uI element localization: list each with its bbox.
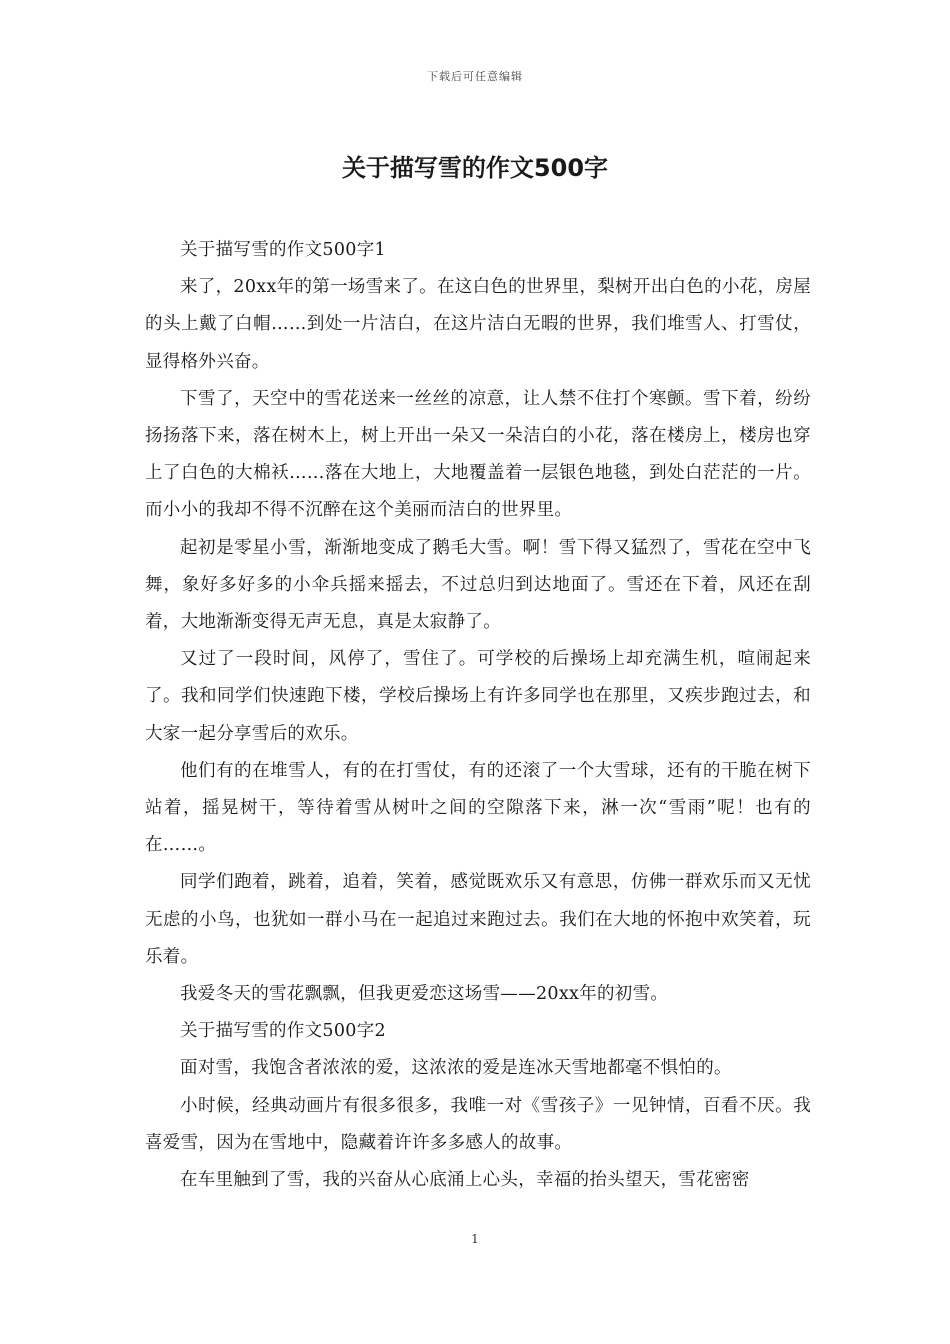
paragraph: 小时候，经典动画片有很多很多，我唯一对《雪孩子》一见钟情，百看不厌。我喜爱雪，因为在雪地中，隐藏着许许多多感人的故事。 (145, 1095, 811, 1153)
paragraph: 他们有的在堆雪人，有的在打雪仗，有的还滚了一个大雪球，还有的干脆在树下站着，摇晃树干，等待着雪从树叶之间的空隙落下来，淋一次“雪雨”呢！也有的在……。 (145, 760, 811, 856)
paragraph: 在车里触到了雪，我的兴奋从心底涌上心头，幸福的抬头望天，雪花密密 (180, 1170, 750, 1191)
paragraph: 来了，20xx年的第一场雪来了。在这白色的世界里，梨树开出白色的小花，房屋的头上戴了白帽……到处一片洁白，在这片洁白无暇的世界，我们堆雪人、打雪仗，显得格外兴奋。 (145, 277, 811, 372)
page-number: 1 (471, 1232, 479, 1246)
paragraph: 我爱冬天的雪花飘飘，但我更爱恋这场雪——20xx年的初雪。 (180, 984, 669, 1005)
document-title: 关于描写雪的作文500字 (341, 154, 609, 182)
paragraph: 起初是零星小雪，渐渐地变成了鹅毛大雪。啊！雪下得又猛烈了，雪花在空中飞舞，象好多好多的小伞兵摇来摇去，不过总归到达地面了。雪还在下着，风还在刮着，大地渐渐变得无声无息，真是太寂静了。 (145, 537, 811, 633)
paragraph: 又过了一段时间，风停了，雪住了。可学校的后操场上却充满生机，喧闹起来了。我和同学们快速跑下楼，学校后操场上有许多同学也在那里，又疾步跑过去，和大家一起分享雪后的欢乐。 (145, 649, 811, 744)
document-body (145, 232, 811, 1199)
paragraph: 下雪了，天空中的雪花送来一丝丝的凉意，让人禁不住打个寒颤。雪下着，纷纷扬扬落下来，落在树木上，树上开出一朵又一朵洁白的小花，落在楼房上，楼房也穿上了白色的大棉袄……落在大地上，大地覆盖着一层银色地毯，到处白茫茫的一片。而小小的我却不得不沉醉在这个美丽而洁白的世界里。 (145, 388, 811, 521)
section-heading-2: 关于描写雪的作文500字2 (180, 1021, 386, 1042)
section-heading-1: 关于描写雪的作文500字1 (180, 240, 386, 260)
paragraph: 面对雪，我饱含者浓浓的爱，这浓浓的爱是连冰天雪地都毫不惧怕的。 (180, 1058, 732, 1079)
paragraph: 同学们跑着，跳着，追着，笑着，感觉既欢乐又有意思，仿佛一群欢乐而又无忧无虑的小鸟，也犹如一群小马在一起追过来跑过去。我们在大地的怀抱中欢笑着，玩乐着。 (145, 872, 811, 967)
header-note: 下载后可任意编辑 (427, 70, 523, 83)
